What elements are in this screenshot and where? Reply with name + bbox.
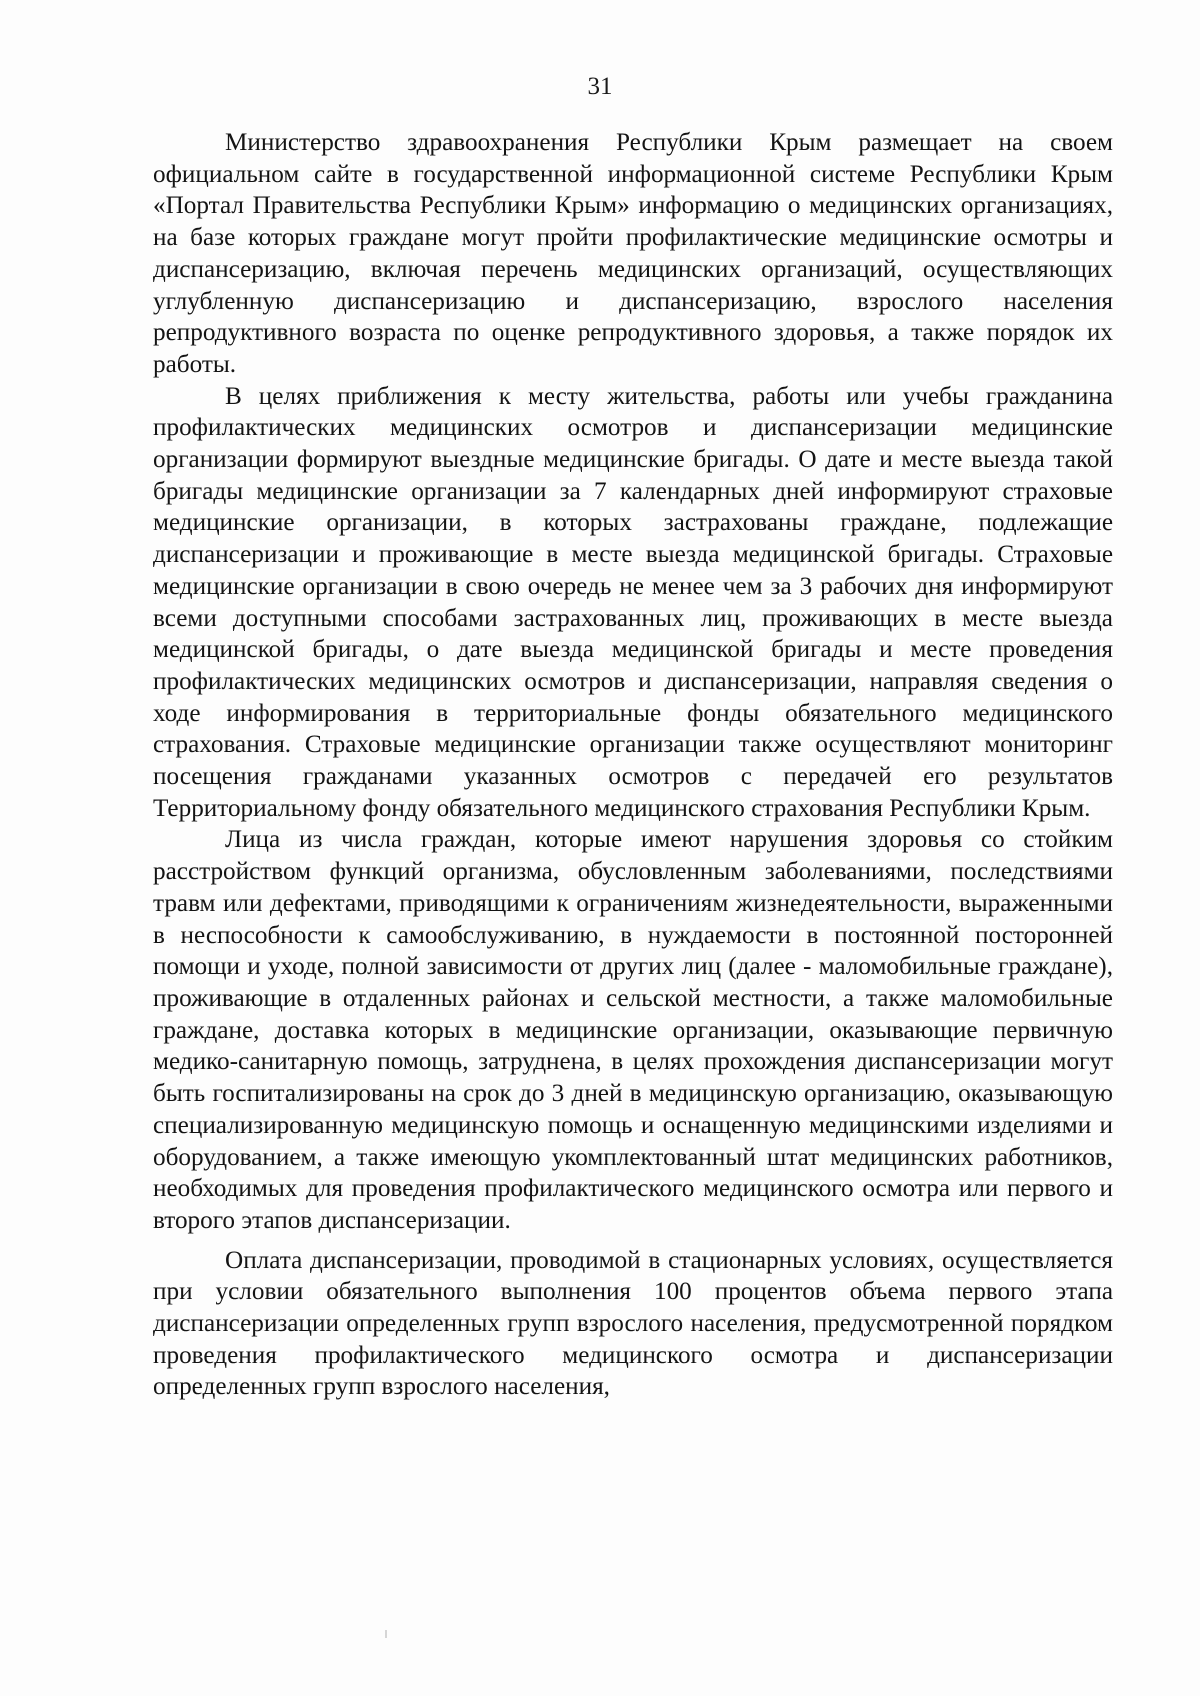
paragraph-payment: Оплата диспансеризации, проводимой в стационарных условиях, осуществляется при условии обязательного выполнения 100 процентов объема первого этапа диспансеризации определенных групп взрослого населения, предусмотренной порядком проведения профилактического медицинского осмотра и диспансеризации определенных групп взрослого населения, (153, 1246, 1113, 1401)
paragraph-low-mobility-citizens: Лица из числа граждан, которые имеют нарушения здоровья со стойким расстройством функций организма, обусловленным заболеваниями, последствиями травм или дефектами, приводящими к ограничениям жизнедеятельности, выраженными в неспособности к самообслуживанию, в нуждаемости в постоянной посторонней помощи и уходе, полной зависимости от других лиц (далее - маломобильные граждане), проживающие в отдаленных районах и сельской местности, а также маломобильные граждане, доставка которых в медицинские организации, оказывающие первичную медико-санитарную помощь, затруднена, в целях прохождения диспансеризации могут быть госпитализированы на срок до 3 дней в медицинскую организацию, оказывающую специализированную медицинскую помощь и оснащенную медицинскими изделиями и оборудованием, а также имеющую укомплектованный штат медицинских работников, необходимых для проведения профилактического медицинского осмотра или первого и второго этапов диспансеризации. (153, 826, 1113, 1234)
document-body (153, 127, 1113, 1403)
scan-artifact (385, 1630, 387, 1638)
page-number: 31 (587, 73, 613, 100)
paragraph-mobile-brigades: В целях приближения к месту жительства, работы или учебы гражданина профилактических медицинских осмотров и диспансеризации медицинские организации формируют выездные медицинские бригады. О дате и месте выезда такой бригады медицинские организации за 7 календарных дней информируют страховые медицинские организации, в которых застрахованы граждане, подлежащие диспансеризации и проживающие в месте выезда медицинской бригады. Страховые медицинские организации в свою очередь не менее чем за 3 рабочих дня информируют всеми доступными способами застрахованных лиц, проживающих в месте выезда медицинской бригады, о дате выезда медицинской бригады и месте проведения профилактических медицинских осмотров и диспансеризации, направляя сведения о ходе информирования в территориальные фонды обязательного медицинского страхования. Страховые медицинские организации также осуществляют мониторинг посещения гражданами указанных осмотров с передачей его результатов Территориальному фонду обязательного медицинского страхования Республики Крым. (153, 382, 1113, 822)
paragraph-ministry-info: Министерство здравоохранения Республики Крым размещает на своем официальном сайте в государственной информационной системе Республики Крым «Портал Правительства Республики Крым» информацию о медицинских организациях, на базе которых граждане могут пройти профилактические медицинские осмотры и диспансеризацию, включая перечень медицинских организаций, осуществляющих углубленную диспансеризацию и диспансеризацию, взрослого населения репродуктивного возраста по оценке репродуктивного здоровья, а также порядок их работы. (153, 129, 1113, 378)
